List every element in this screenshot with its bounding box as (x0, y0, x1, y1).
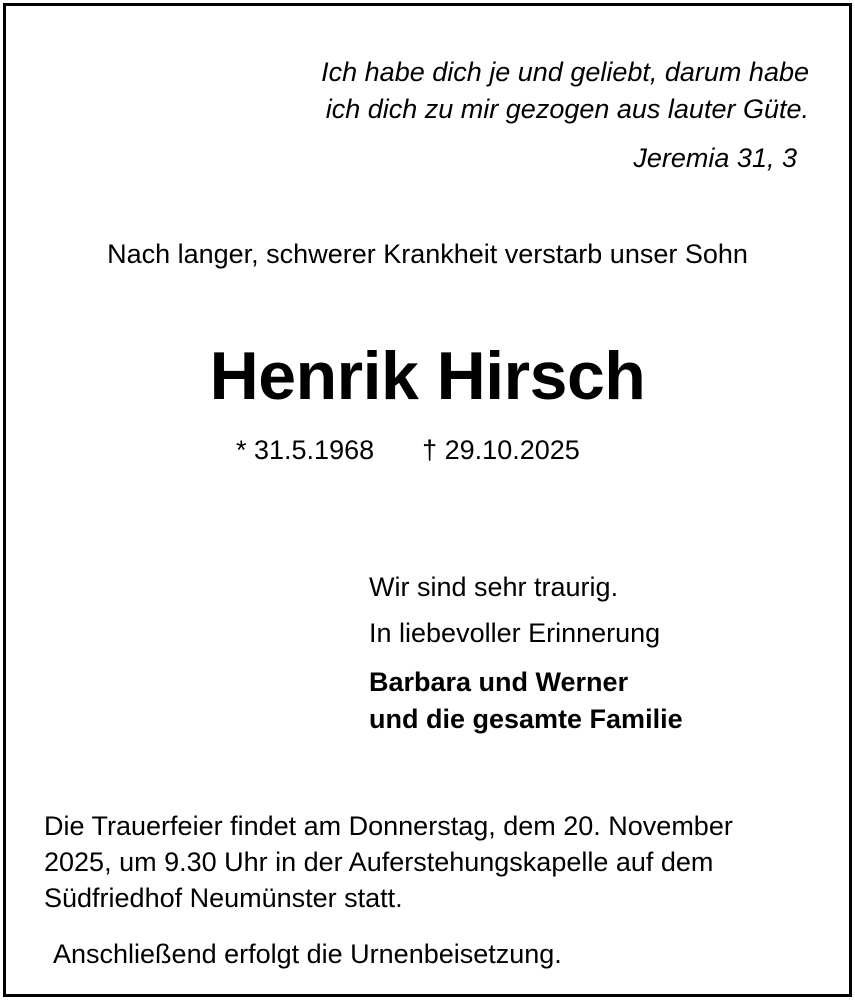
service-line-1: Die Trauerfeier findet am Donnerstag, dem 20. November (44, 811, 733, 841)
verse-line-2: ich dich zu mir gezogen aus lauter Güte. (325, 94, 809, 124)
death-date: † 29.10.2025 (422, 435, 580, 465)
verse-line-1: Ich habe dich je und geliebt, darum habe (321, 57, 809, 87)
signatories (369, 664, 683, 738)
mourning-line-1: Wir sind sehr traurig. (369, 572, 619, 602)
obituary-notice (3, 3, 852, 997)
signatory-line-2: und die gesamte Familie (369, 704, 683, 734)
signatory-line-1: Barbara und Werner (369, 667, 629, 697)
birth-date: * 31.5.1968 (236, 435, 375, 465)
verse-reference: Jeremia 31, 3 (633, 143, 797, 173)
life-dates (236, 432, 580, 469)
bible-verse (321, 54, 809, 128)
funeral-service-info (44, 808, 821, 916)
mourning-text (369, 564, 660, 656)
burial-info: Anschließend erfolgt die Urnenbeisetzung. (53, 939, 562, 969)
service-line-2: 2025, um 9.30 Uhr in der Auferstehungskapelle auf dem (44, 847, 714, 877)
intro-text: Nach langer, schwerer Krankheit verstarb unser Sohn (107, 239, 748, 269)
mourning-line-2: In liebevoller Erinnerung (369, 618, 661, 648)
service-line-3: Südfriedhof Neumünster statt. (44, 883, 403, 913)
deceased-name: Henrik Hirsch (209, 338, 646, 414)
